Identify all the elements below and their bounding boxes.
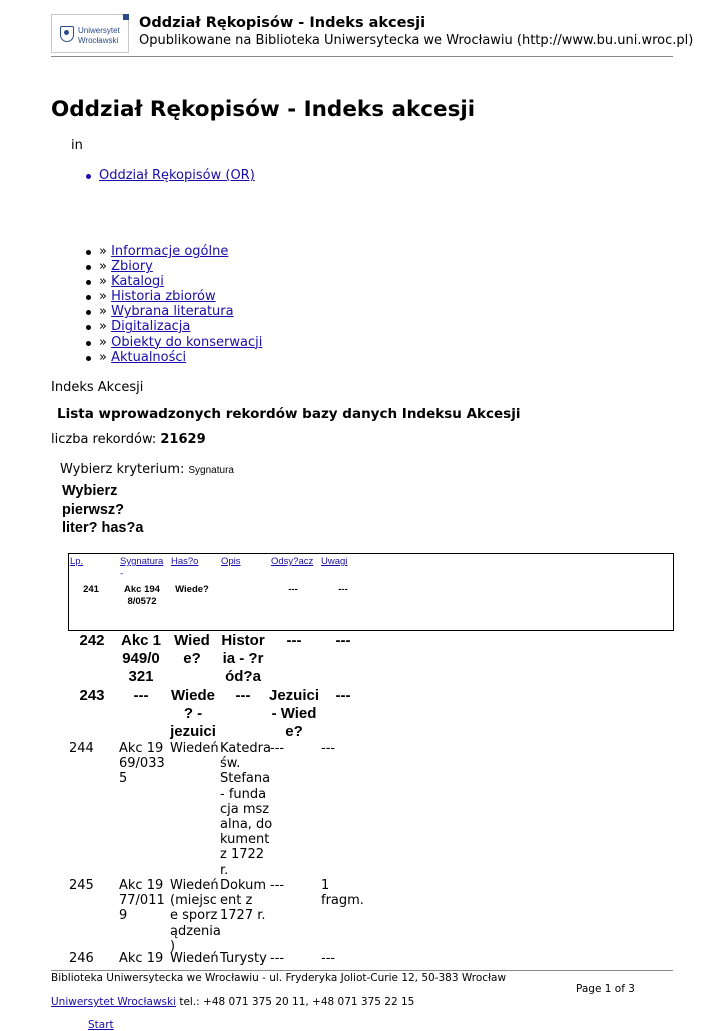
row-241-haslo: Wiede? xyxy=(175,584,209,595)
row-243-odsylacz xyxy=(267,687,321,741)
column-header-uwagi[interactable]: Uwagi xyxy=(321,556,348,567)
row-242-odsylacz: --- xyxy=(286,632,302,649)
cell-line: 949/0 xyxy=(122,650,160,667)
cell-line: z 1722 xyxy=(220,847,265,863)
cell-line: e sporz xyxy=(170,908,218,924)
row-245-sygnatura xyxy=(119,878,165,924)
row-244-sygnatura xyxy=(119,741,165,787)
nav-link-konserwacja[interactable]: Obiekty do konserwacji xyxy=(111,334,263,350)
row-246-haslo: Wiedeń xyxy=(170,951,219,966)
row-245-odsylacz: --- xyxy=(270,878,285,893)
cell-line: ) xyxy=(170,938,176,954)
row-246-uwagi: --- xyxy=(321,951,336,966)
nav-item-literatura xyxy=(86,304,262,319)
logo-line-2: Wrocławski xyxy=(78,36,119,45)
row-246-odsylacz: --- xyxy=(270,951,285,966)
cell-line: ent z xyxy=(220,893,253,909)
nav-link-katalogi[interactable]: Katalogi xyxy=(111,274,164,290)
cell-line: 1 xyxy=(321,878,330,893)
in-label: in xyxy=(71,138,83,153)
cell-line: cja msz xyxy=(220,801,270,817)
cell-line: Jezuici xyxy=(268,687,320,704)
logo-corner-mark xyxy=(123,14,129,20)
column-header-lp[interactable]: Lp. xyxy=(70,556,84,567)
category-item xyxy=(86,168,255,183)
nav-prefix: » xyxy=(99,244,112,259)
list-heading: Lista wprowadzonych rekordów bazy danych Indeksu Akcesji xyxy=(57,406,521,422)
nav-prefix: » xyxy=(99,289,112,305)
row-241-lp: 241 xyxy=(83,584,99,595)
nav-link-informacje[interactable]: Informacje ogólne xyxy=(111,244,229,259)
nav-link-literatura[interactable]: Wybrana literatura xyxy=(111,304,234,320)
column-header-haslo[interactable]: Has?o xyxy=(171,556,199,567)
row-243-haslo xyxy=(167,687,219,741)
cell-line: 77/011 xyxy=(119,893,165,909)
nav-item-konserwacja xyxy=(86,335,262,350)
letter-prompt-line: liter? has?a xyxy=(62,520,144,536)
footer-divider xyxy=(51,970,673,971)
row-241-uwagi: --- xyxy=(338,584,348,595)
row-241-sygnatura xyxy=(116,584,168,608)
cell-line: jezuici xyxy=(170,723,216,740)
row-245-haslo xyxy=(170,878,221,954)
cell-line: (miejsc xyxy=(170,893,217,909)
criterion-value[interactable]: Sygnatura xyxy=(188,465,234,476)
category-list xyxy=(86,168,255,183)
footer-contact xyxy=(51,996,414,1008)
row-243-uwagi: --- xyxy=(335,687,351,704)
nav-link-historia[interactable]: Historia zbiorów xyxy=(111,289,216,305)
cell-line: ądzenia xyxy=(170,923,221,939)
nav-item-katalogi xyxy=(86,274,262,289)
row-246-opis: Turysty xyxy=(220,951,267,966)
nav-link-zbiory[interactable]: Zbiory xyxy=(111,259,153,275)
category-link[interactable]: Oddział Rękopisów (OR) xyxy=(99,168,255,183)
nav-item-digitalizacja xyxy=(86,319,262,334)
nav-link-aktualnosci[interactable]: Aktualności xyxy=(111,349,187,365)
column-header-odsylacz[interactable]: Odsy?acz xyxy=(271,556,314,567)
footer-university-link[interactable]: Uniwersytet Wrocławski xyxy=(51,996,177,1008)
cell-line: fragm. xyxy=(321,893,364,909)
cell-line: Katedra xyxy=(220,741,271,756)
cell-line: Dokum xyxy=(220,878,266,893)
logo-line-1: Uniwersytet xyxy=(78,26,120,35)
row-244-haslo: Wiedeń xyxy=(170,741,219,756)
letter-prompt-line: Wybierz xyxy=(62,483,118,499)
header-title: Oddział Rękopisów - Indeks akcesji xyxy=(139,15,426,31)
row-245-lp: 245 xyxy=(69,878,94,893)
header-underscore: - xyxy=(120,569,124,579)
cell-line: r. xyxy=(220,862,229,878)
criterion-label: Wybierz kryterium: xyxy=(60,462,185,477)
record-count-value: 21629 xyxy=(160,432,206,447)
section-nav xyxy=(86,244,262,365)
record-count-label: liczba rekordów: xyxy=(51,432,161,447)
nav-item-zbiory xyxy=(86,259,262,274)
letter-prompt-line: pierwsz? xyxy=(62,501,125,518)
cell-line: e? xyxy=(285,723,303,740)
nav-prefix: » xyxy=(99,349,112,365)
nav-item-historia xyxy=(86,289,262,304)
row-244-uwagi: --- xyxy=(321,741,336,756)
row-244-odsylacz: --- xyxy=(270,741,285,756)
row-244-lp: 244 xyxy=(69,741,94,756)
row-245-opis xyxy=(220,878,266,924)
cell-line: Akc 19 xyxy=(119,741,164,756)
university-logo[interactable] xyxy=(51,14,129,53)
row-243-sygnatura: --- xyxy=(133,687,149,704)
row-246-sygnatura: Akc 19 xyxy=(119,951,164,966)
row-242-haslo xyxy=(167,632,217,668)
cell-line: alna, do xyxy=(220,817,273,833)
nav-prefix: » xyxy=(99,304,112,320)
row-245-uwagi xyxy=(321,878,364,908)
cell-line: 8/0572 xyxy=(127,596,157,607)
cell-line: św. xyxy=(220,756,241,772)
cell-line: Histor xyxy=(221,632,265,649)
record-count xyxy=(51,432,206,447)
header-subtitle: Opublikowane na Biblioteka Uniwersytecka we Wrocławiu (http://www.bu.uni.wroc.pl) xyxy=(139,33,694,48)
nav-item-aktualnosci xyxy=(86,350,262,365)
nav-link-digitalizacja[interactable]: Digitalizacja xyxy=(111,319,191,335)
nav-prefix: » xyxy=(99,259,112,275)
cell-line: 321 xyxy=(128,668,154,685)
row-243-opis: --- xyxy=(235,687,251,704)
row-241-odsylacz: --- xyxy=(288,584,298,595)
page-title: Oddział Rękopisów - Indeks akcesji xyxy=(51,97,476,122)
cell-line: Wiedeń xyxy=(170,878,219,893)
cell-line: - Wied xyxy=(271,705,317,722)
nav-prefix: » xyxy=(99,334,112,350)
footer-start-link[interactable]: Start xyxy=(88,1019,114,1031)
cell-line: 5 xyxy=(119,771,128,787)
row-246-lp: 246 xyxy=(69,951,94,966)
index-label: Indeks Akcesji xyxy=(51,380,144,395)
cell-line: - funda xyxy=(220,786,267,802)
cell-line: ód?a xyxy=(225,668,261,685)
row-243-lp: 243 xyxy=(79,687,105,704)
cell-line: ? - xyxy=(183,705,203,722)
nav-prefix: » xyxy=(99,319,112,335)
footer-phone: tel.: +48 071 375 20 11, +48 071 375 22 15 xyxy=(176,996,415,1008)
page-number: Page 1 of 3 xyxy=(576,983,635,995)
cell-line: Akc 19 xyxy=(119,878,164,893)
nav-prefix: » xyxy=(99,274,112,290)
cell-line: Wiede xyxy=(170,687,216,704)
crest-icon xyxy=(60,26,74,42)
cell-line: Wied xyxy=(174,632,210,649)
criterion-row xyxy=(60,462,234,477)
nav-item-informacje xyxy=(86,244,262,259)
cell-line: e? xyxy=(183,650,201,667)
cell-line: kument xyxy=(220,832,270,848)
cell-line: 69/033 xyxy=(119,756,165,772)
row-242-sygnatura xyxy=(116,632,166,686)
cell-line: Stefana xyxy=(220,771,271,787)
row-242-opis xyxy=(218,632,268,686)
cell-line: 9 xyxy=(119,908,128,924)
cell-line: ia - ?r xyxy=(222,650,264,667)
row-242-lp: 242 xyxy=(79,632,105,649)
letter-prompt xyxy=(62,482,143,538)
column-header-sygnatura[interactable]: Sygnatura xyxy=(120,556,164,567)
footer-address: Biblioteka Uniwersytecka we Wrocławiu - ul. Fryderyka Joliot-Curie 12, 50-383 Wrocław xyxy=(51,972,673,984)
column-header-opis[interactable]: Opis xyxy=(221,556,241,567)
cell-line: 1727 r. xyxy=(220,908,266,924)
cell-line: Akc 194 xyxy=(124,584,160,595)
row-244-opis xyxy=(220,741,272,878)
cell-line: Akc 1 xyxy=(120,632,162,649)
row-242-uwagi: --- xyxy=(335,632,351,649)
